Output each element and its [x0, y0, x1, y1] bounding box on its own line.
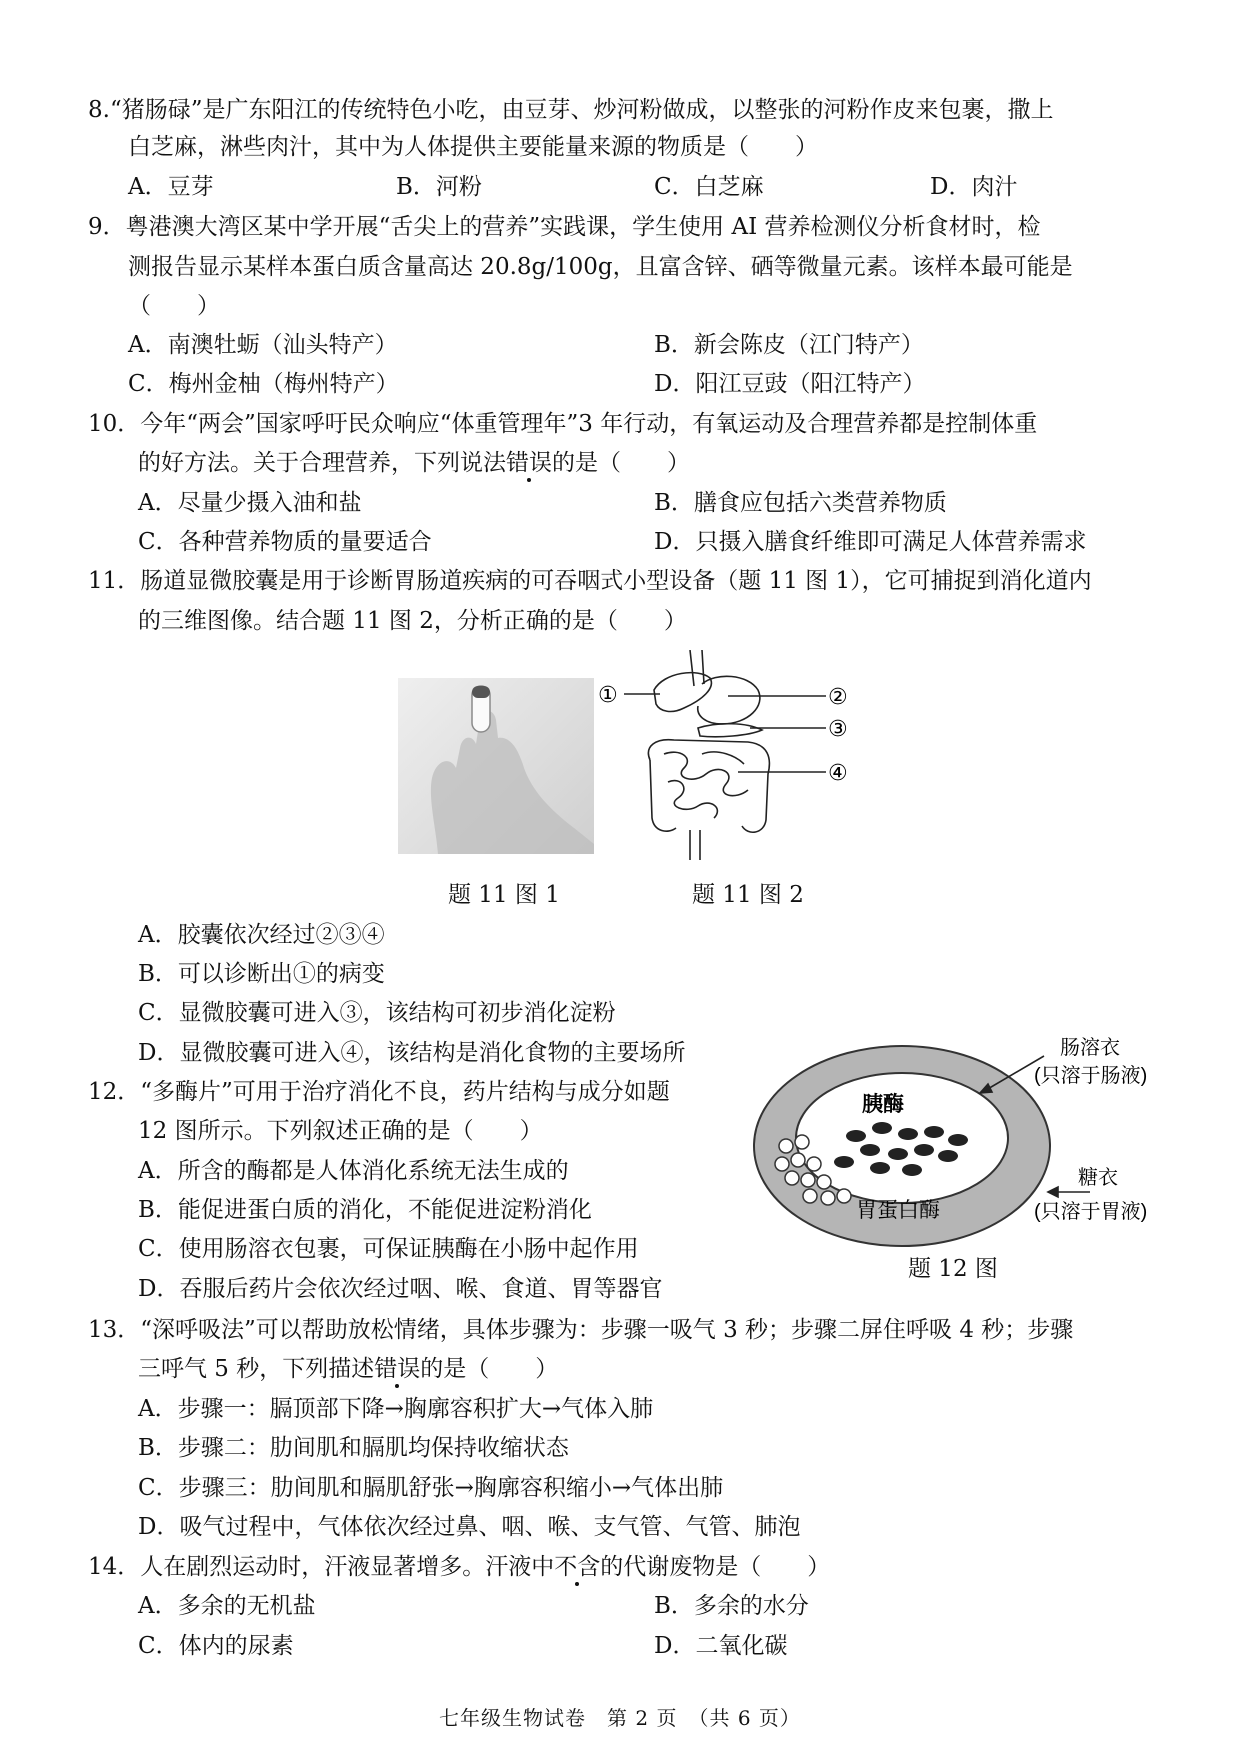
q11-option-d: D．显微胶囊可进入④，该结构是消化食物的主要场所 [138, 1040, 686, 1066]
q13-option-a: A．步骤一：膈顶部下降→胸廓容积扩大→气体入肺 [138, 1396, 654, 1422]
q8-option-b: B．河粉 [396, 174, 482, 200]
q9-option-d: D．阳江豆豉（阳江特产） [654, 371, 926, 397]
q13-stem-text: 三呼气 5 秒，下列描述 [138, 1356, 375, 1382]
q10-stem-text: 的好方法。关于合理营养，下列说法 [138, 450, 506, 476]
q13-stem-line1: 13．“深呼吸法”可以帮助放松情绪，具体步骤为：步骤一吸气 3 秒；步骤二屏住呼吸 4 秒；步骤 [88, 1317, 1074, 1343]
q10-stem-line2 [138, 448, 690, 478]
q13-emphasis: 错误 [374, 1356, 421, 1382]
hand-holding-capsule-image [398, 678, 594, 854]
q11-option-b: B．可以诊断出①的病变 [138, 961, 385, 987]
pancreas-shape [698, 724, 762, 737]
q9-stem-line1: 9．粤港澳大湾区某中学开展“舌尖上的营养”实践课，学生使用 AI 营养检测仪分析食材时，检 [88, 214, 1041, 240]
q14-option-b: B．多余的水分 [654, 1593, 809, 1619]
q8-option-d: D．肉汁 [930, 174, 1018, 200]
q14-stem-line1 [88, 1552, 830, 1582]
q10-option-d: D．只摄入膳食纤维即可满足人体营养需求 [654, 529, 1087, 555]
q10-option-c: C．各种营养物质的量要适合 [138, 529, 432, 555]
digestive-system-diagram [598, 650, 860, 862]
q12-option-c: C．使用肠溶衣包裹，可保证胰酶在小肠中起作用 [138, 1236, 639, 1262]
multi-enzyme-tablet-diagram [752, 1036, 1162, 1286]
label-4: ④ [828, 761, 848, 786]
fig11-2-caption: 题 11 图 2 [692, 882, 804, 908]
pancreatin-label: 胰酶 [862, 1093, 904, 1116]
pepsin-label: 胃蛋白酶 [856, 1199, 940, 1222]
q14-stem-text: 14．人在剧烈运动时，汗液显著增多。汗液中 [88, 1554, 555, 1580]
q13-stem-tail: 的是（ ） [420, 1356, 559, 1382]
q12-option-d: D．吞服后药片会依次经过咽、喉、食道、胃等器官 [138, 1276, 663, 1302]
q10-stem-line1: 10．今年“两会”国家呼吁民众响应“体重管理年”3 年行动，有氧运动及合理营养都是控制体重 [88, 411, 1038, 437]
label-2: ② [828, 685, 848, 710]
q12-option-a: A．所含的酶都是人体消化系统无法生成的 [138, 1158, 569, 1184]
q9-option-a: A．南澳牡蛎（汕头特产） [128, 332, 398, 358]
enteric-coating-note: (只溶于肠液) [1034, 1065, 1148, 1087]
q12-stem-line2: 12 图所示。下列叙述正确的是（ ） [138, 1118, 543, 1144]
fig12-caption: 题 12 图 [908, 1256, 998, 1282]
q14-option-a: A．多余的无机盐 [138, 1593, 316, 1619]
q8-option-c: C．白芝麻 [654, 174, 764, 200]
label-3: ③ [828, 717, 848, 742]
q10-option-a: A．尽量少摄入油和盐 [138, 490, 362, 516]
fig11-1-caption: 题 11 图 1 [448, 882, 560, 908]
q11-stem-line1: 11．肠道显微胶囊是用于诊断胃肠道疾病的可吞咽式小型设备（题 11 图 1），它可捕捉到消化道内 [88, 568, 1092, 594]
q13-option-d: D．吸气过程中，气体依次经过鼻、咽、喉、支气管、气管、肺泡 [138, 1514, 801, 1540]
q9-option-b: B．新会陈皮（江门特产） [654, 332, 924, 358]
q13-option-b: B．步骤二：肋间肌和膈肌均保持收缩状态 [138, 1435, 569, 1461]
liver-shape [654, 673, 711, 712]
enteric-coating-label: 肠溶衣 [1060, 1037, 1120, 1059]
q8-stem-line2: 白芝麻，淋些肉汁，其中为人体提供主要能量来源的物质是（ ） [128, 134, 818, 160]
sugar-coating-label: 糖衣 [1078, 1167, 1118, 1189]
capsule-photo [398, 678, 594, 854]
q14-emphasis: 不含 [554, 1554, 601, 1580]
page-footer: 七年级生物试卷 第 2 页 （共 6 页） [439, 1706, 801, 1730]
q12-stem-line1: 12．“多酶片”可用于治疗消化不良，药片结构与成分如题 [88, 1079, 670, 1105]
q14-stem-tail: 的代谢废物是（ ） [600, 1554, 831, 1580]
q10-stem-tail: 的是（ ） [552, 450, 690, 476]
stomach-shape [698, 676, 760, 724]
sugar-coating-note: (只溶于胃液) [1034, 1201, 1148, 1223]
q9-stem-line3: （ ） [128, 293, 220, 319]
q12-option-b: B．能促进蛋白质的消化，不能促进淀粉消化 [138, 1197, 592, 1223]
q10-emphasis: 错误 [506, 450, 552, 476]
q11-option-a: A．胶囊依次经过②③④ [138, 922, 385, 948]
q11-stem-line2: 的三维图像。结合题 11 图 2，分析正确的是（ ） [138, 608, 687, 634]
q11-option-c: C．显微胶囊可进入③，该结构可初步消化淀粉 [138, 1000, 616, 1026]
label-1: ① [598, 683, 618, 708]
q14-option-c: C．体内的尿素 [138, 1633, 294, 1659]
q13-stem-line2 [138, 1354, 558, 1384]
q8-stem-line1: 8.“猪肠碌”是广东阳江的传统特色小吃，由豆芽、炒河粉做成，以整张的河粉作皮来包裹，撒上 [88, 97, 1054, 123]
q14-option-d: D．二氧化碳 [654, 1633, 788, 1659]
q9-stem-line2: 测报告显示某样本蛋白质含量高达 20.8g/100g，且富含锌、硒等微量元素。该样本最可能是 [128, 254, 1073, 280]
q10-option-b: B．膳食应包括六类营养物质 [654, 490, 947, 516]
q13-option-c: C．步骤三：肋间肌和膈肌舒张→胸廓容积缩小→气体出肺 [138, 1475, 724, 1501]
q9-option-c: C．梅州金柚（梅州特产） [128, 371, 399, 397]
q8-option-a: A．豆芽 [128, 174, 214, 200]
